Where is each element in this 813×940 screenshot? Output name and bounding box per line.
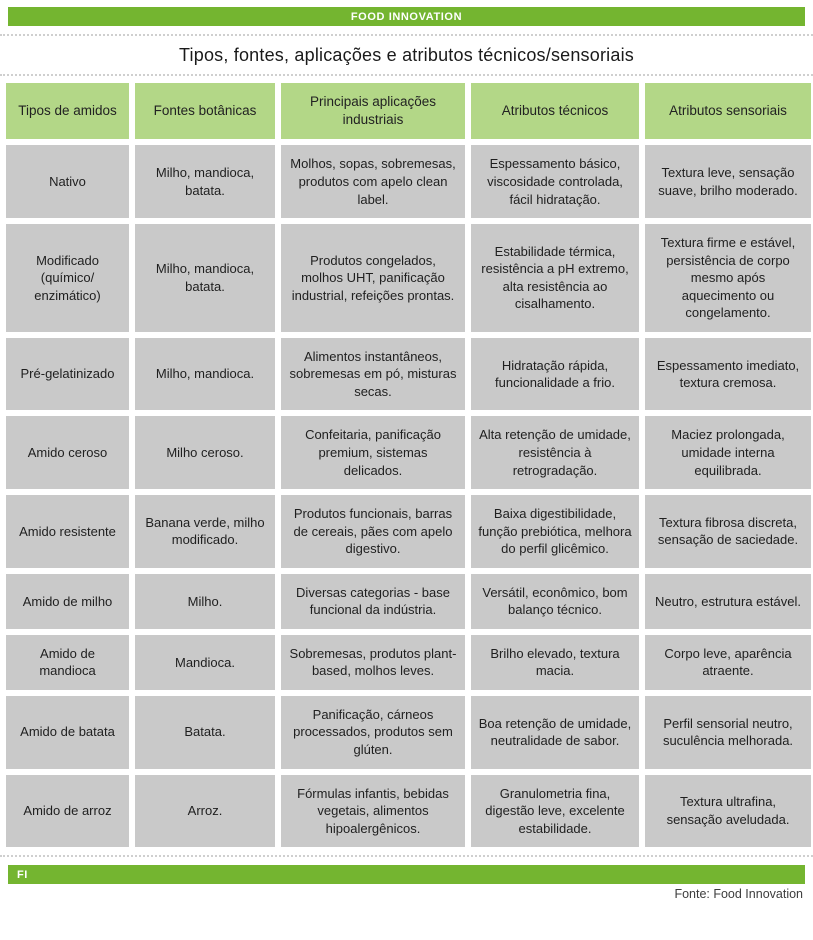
table-cell: Versátil, econômico, bom balanço técnico. xyxy=(471,574,639,629)
table-cell: Boa retenção de umidade, neutralidade de sabor. xyxy=(471,696,639,769)
table-cell: Espessamento imediato, textura cremosa. xyxy=(645,338,811,411)
table-cell: Textura fibrosa discreta, sensação de saciedade. xyxy=(645,495,811,568)
table-cell: Milho, mandioca, batata. xyxy=(135,224,275,332)
table-cell: Perfil sensorial neutro, suculência melhorada. xyxy=(645,696,811,769)
table-cell: Milho ceroso. xyxy=(135,416,275,489)
footer-brand-label: FI xyxy=(17,868,28,881)
row-header: Amido de milho xyxy=(6,574,129,629)
table-cell: Estabilidade térmica, resistência a pH extremo, alta resistência ao cisalhamento. xyxy=(471,224,639,332)
table-cell: Maciez prolongada, umidade interna equilibrada. xyxy=(645,416,811,489)
top-brand-bar xyxy=(8,7,805,26)
column-header: Fontes botânicas xyxy=(135,83,275,139)
table-cell: Arroz. xyxy=(135,775,275,848)
table-cell: Milho, mandioca, batata. xyxy=(135,145,275,218)
table-cell: Sobremesas, produtos plant-based, molhos leves. xyxy=(281,635,465,690)
row-header: Amido ceroso xyxy=(6,416,129,489)
table-cell: Neutro, estrutura estável. xyxy=(645,574,811,629)
column-header: Principais aplicações industriais xyxy=(281,83,465,139)
table-cell: Granulometria fina, digestão leve, excelente estabilidade. xyxy=(471,775,639,848)
table-cell: Brilho elevado, textura macia. xyxy=(471,635,639,690)
table-cell: Produtos congelados, molhos UHT, panificação industrial, refeições prontas. xyxy=(281,224,465,332)
table-cell: Fórmulas infantis, bebidas vegetais, alimentos hipoalergênicos. xyxy=(281,775,465,848)
brand-label: FOOD INNOVATION xyxy=(350,10,463,23)
table-cell: Corpo leve, aparência atraente. xyxy=(645,635,811,690)
table-cell: Banana verde, milho modificado. xyxy=(135,495,275,568)
bottom-brand-bar xyxy=(8,865,805,884)
table-cell: Alimentos instantâneos, sobremesas em pó, misturas secas. xyxy=(281,338,465,411)
table-cell: Mandioca. xyxy=(135,635,275,690)
divider-bottom xyxy=(0,855,813,857)
row-header: Amido de arroz xyxy=(6,775,129,848)
source-credit: Fonte: Food Innovation xyxy=(674,887,803,902)
table-cell: Panificação, cárneos processados, produtos sem glúten. xyxy=(281,696,465,769)
table-cell: Milho, mandioca. xyxy=(135,338,275,411)
column-header: Tipos de amidos xyxy=(6,83,129,139)
table-cell: Baixa digestibilidade, função prebiótica, melhora do perfil glicêmico. xyxy=(471,495,639,568)
column-header: Atributos técnicos xyxy=(471,83,639,139)
row-header: Amido de mandioca xyxy=(6,635,129,690)
table-cell: Textura ultrafina, sensação aveludada. xyxy=(645,775,811,848)
row-header: Amido de batata xyxy=(6,696,129,769)
page-title: Tipos, fontes, aplicações e atributos técnicos/sensoriais xyxy=(179,45,634,65)
table-cell: Hidratação rápida, funcionalidade a frio. xyxy=(471,338,639,411)
row-header: Pré-gelatinizado xyxy=(6,338,129,411)
row-header: Nativo xyxy=(6,145,129,218)
table-cell: Batata. xyxy=(135,696,275,769)
row-header: Modificado (químico/ enzimático) xyxy=(6,224,129,332)
table-cell: Confeitaria, panificação premium, sistemas delicados. xyxy=(281,416,465,489)
table-cell: Textura leve, sensação suave, brilho moderado. xyxy=(645,145,811,218)
row-header: Amido resistente xyxy=(6,495,129,568)
table-cell: Textura firme e estável, persistência de corpo mesmo após aquecimento ou congelamento. xyxy=(645,224,811,332)
table-cell: Diversas categorias - base funcional da indústria. xyxy=(281,574,465,629)
starch-types-table xyxy=(0,76,813,847)
table-cell: Molhos, sopas, sobremesas, produtos com apelo clean label. xyxy=(281,145,465,218)
column-header: Atributos sensoriais xyxy=(645,83,811,139)
table-cell: Espessamento básico, viscosidade controlada, fácil hidratação. xyxy=(471,145,639,218)
table-cell: Produtos funcionais, barras de cereais, pães com apelo digestivo. xyxy=(281,495,465,568)
table-cell: Alta retenção de umidade, resistência à retrogradação. xyxy=(471,416,639,489)
infographic-page xyxy=(0,7,813,907)
table-cell: Milho. xyxy=(135,574,275,629)
